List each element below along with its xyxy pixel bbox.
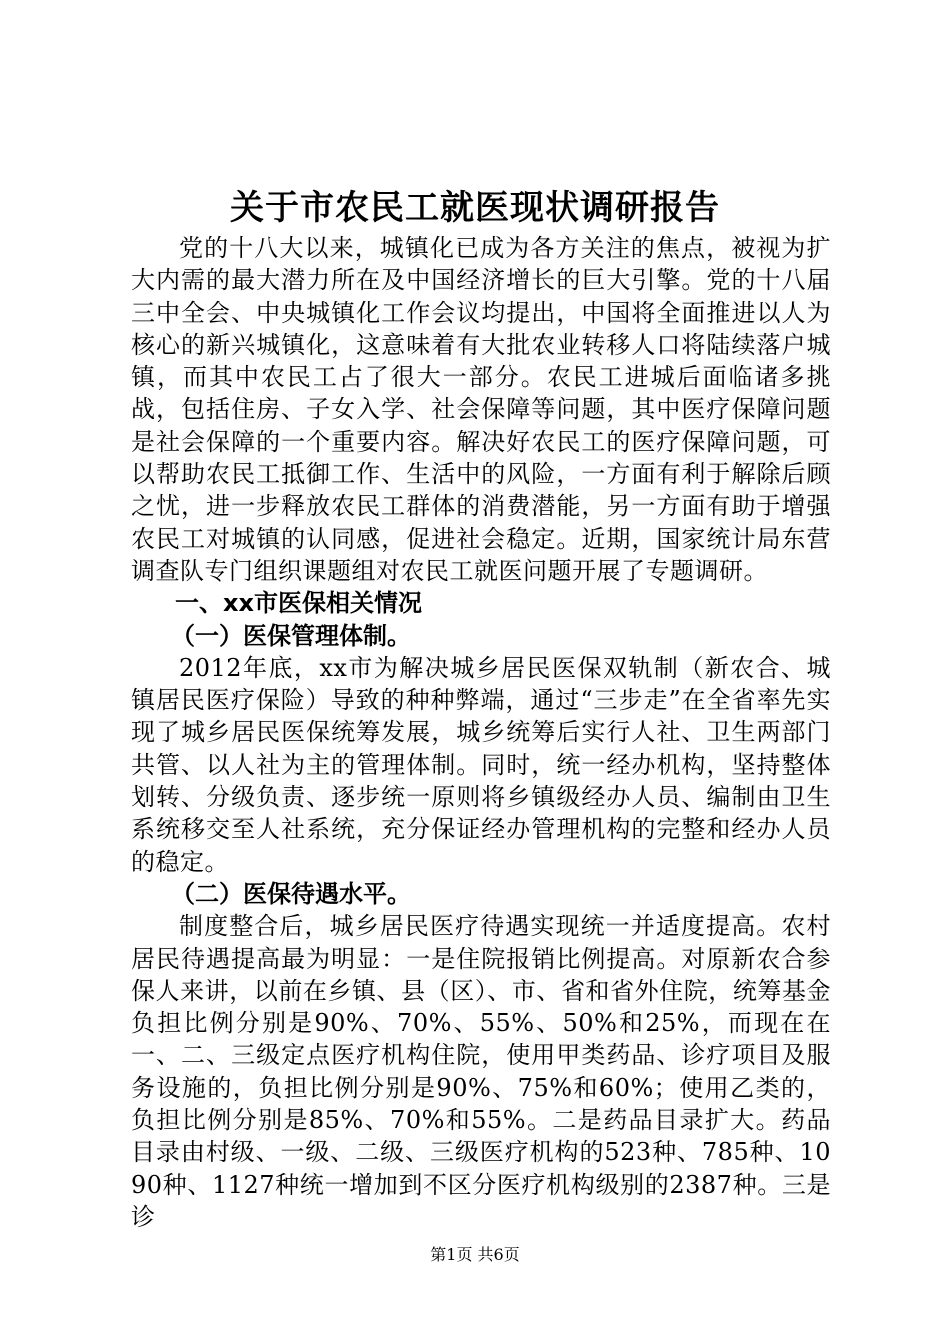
subsection-paragraph-2: 制度整合后，城乡居民医疗待遇实现统一并适度提高。农村居民待遇提高最为明显：一是住院报销比例提高。对原新农合参保人来讲，以前在乡镇、县（区）、市、省和省外住院，统筹基金负担比例分别是90%、70%、55%、50%和25%，而现在在一、二、三级定点医疗机构住院，使用甲类药品、诊疗项目及服务设施的，负担比例分别是90%、75%和60%；使用乙类的，负担比例分别是85%、70%和55%。二是药品目录扩大。药品目录由村级、一级、二级、三级医疗机构的523种、785种、1090种、1127种统一增加到不区分医疗机构级别的2387种。三是诊 — [131, 912, 831, 1231]
document-title: 关于市农民工就医现状调研报告 — [230, 188, 720, 228]
subsection-paragraph-1: 2012年底，xx市为解决城乡居民医保双轨制（新农合、城镇居民医疗保险）导致的种种弊端，通过“三步走”在全省率先实现了城乡居民医保统筹发展，城乡统筹后实行人社、卫生两部门共管、以人社为主的管理体制。同时，统一经办机构，坚持整体划转、分级负责、逐步统一原则将乡镇级经办人员、编制由卫生系统移交至人社系统，充分保证经办管理机构的完整和经办人员的稳定。 — [131, 653, 831, 876]
subsection-heading-2: （二）医保待遇水平。 — [171, 879, 411, 908]
page-footer: 第1页 共6页 — [430, 1245, 520, 1264]
intro-paragraph: 党的十八大以来，城镇化已成为各方关注的焦点，被视为扩大内需的最大潜力所在及中国经济增长的巨大引擎。党的十八届三中全会、中央城镇化工作会议均提出，中国将全面推进以人为核心的新兴城镇化，这意味着有大批农业转移人口将陆续落户城镇，而其中农民工占了很大一部分。农民工进城后面临诸多挑战，包括住房、子女入学、社会保障等问题，其中医疗保障问题是社会保障的一个重要内容。解决好农民工的医疗保障问题，可以帮助农民工抵御工作、生活中的风险，一方面有利于解除后顾之忧，进一步释放农民工群体的消费潜能，另一方面有助于增强农民工对城镇的认同感，促进社会稳定。近期，国家统计局东营调查队专门组织课题组对农民工就医问题开展了专题调研。 — [131, 234, 831, 585]
subsection-heading-1: （一）医保管理体制。 — [171, 621, 411, 650]
section-heading-1: 一、xx市医保相关情况 — [175, 589, 422, 618]
document-body — [131, 232, 831, 1233]
